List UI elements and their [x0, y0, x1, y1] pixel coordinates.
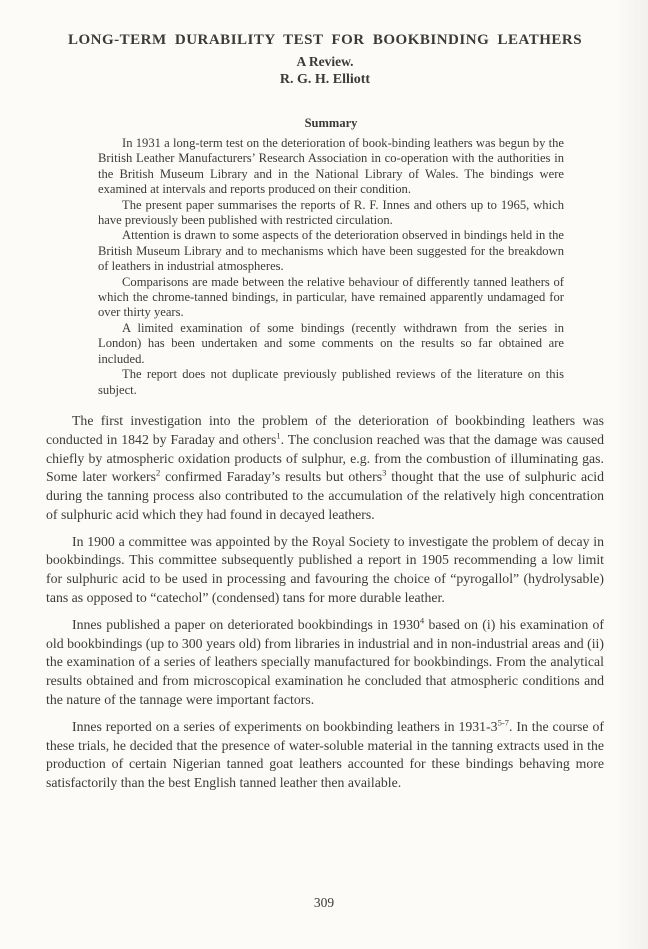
summary-section: [98, 116, 564, 398]
reference-superscript: 3: [382, 467, 387, 478]
summary-paragraph: A limited examination of some bindings (recently withdrawn from the series in London) has been undertaken and some comments on the results so far obtained are included.: [98, 320, 564, 366]
paper-title: LONG-TERM DURABILITY TEST FOR BOOKBINDING LEATHERS: [67, 32, 583, 48]
body-paragraph: [46, 412, 604, 525]
paper-author: R. G. H. Elliott: [279, 72, 371, 87]
body-paragraph: [46, 718, 604, 793]
body-paragraph: [46, 533, 604, 608]
summary-paragraph: The report does not duplicate previously published reviews of the literature on this subject.: [98, 367, 564, 397]
summary-paragraph: Attention is drawn to some aspects of the deterioration observed in bindings held in the British Museum Library and to mechanisms which have been suggested for the breakdown of leathers in industrial atmospheres.: [98, 228, 564, 274]
reference-superscript: 1: [276, 430, 281, 441]
paragraph-text: Innes reported on a series of experiments on bookbinding leathers in 1931-3: [72, 718, 498, 734]
paragraph-text: confirmed Faraday’s results but others: [160, 469, 383, 485]
paragraph-text: based on (i) his examination of old bookbindings (up to 300 years old) from libraries in industrial and in non-industrial areas and (ii) the examination of a series of leathers specially manufactured for bookbindings. From the analytical results obtained and from microscopical examination he concluded that atmospheric conditions and the nature of the tannage were important factors.: [46, 616, 605, 708]
summary-paragraph: The present paper summarises the reports of R. F. Innes and others up to 1965, which have previously been published with restricted circulation.: [98, 197, 564, 228]
body-section: [46, 412, 604, 793]
paper-subtitle: A Review.: [296, 54, 354, 69]
body-paragraph: [46, 616, 604, 710]
reference-superscript: 5-7: [497, 717, 509, 728]
reference-superscript: 2: [156, 467, 161, 478]
page-number: 309: [313, 895, 335, 910]
paragraph-text: . In the course of these trials, he decided that the presence of water-soluble material in the tanning extracts used in the production of certain Nigerian tanned goat leathers accounted for these bindings behaving more satisfactorily than the best English tanned leather then available.: [46, 718, 604, 791]
paragraph-text: . The conclusion reached was that the damage was caused chiefly by atmospheric oxidation products of sulphur, e.g. from the combustion of illuminating gas. Some later workers: [46, 431, 604, 485]
summary-heading: Summary: [304, 116, 358, 130]
paragraph-text: The first investigation into the problem of the deterioration of bookbinding leathers was conducted in 1842 by Faraday and others: [46, 412, 604, 447]
summary-paragraphs: [98, 136, 564, 398]
paragraph-text: Innes published a paper on deteriorated bookbindings in 1930: [72, 616, 420, 632]
reference-superscript: 4: [419, 615, 425, 626]
summary-paragraph: In 1931 a long-term test on the deterioration of book-binding leathers was begun by the British Leather Manufacturers’ Research Association in co-operation with the authorities in the British Museum Library and in the National Library of Wales. The bindings were examined at intervals and reports produced on their condition.: [98, 136, 564, 197]
summary-paragraph: Comparisons are made between the relative behaviour of differently tanned leathers of which the chrome-tanned bindings, in particular, have remained apparently undamaged for over thirty years.: [98, 274, 564, 320]
paragraph-text: In 1900 a committee was appointed by the Royal Society to investigate the problem of decay in bookbindings. This committee subsequently published a report in 1905 recommending a low limit for sulphuric acid to be used in processing and favouring the choice of “pyrogallol” (hydrolysable) tans as opposed to “catechol” (condensed) tans for more durable leather.: [46, 533, 604, 606]
paragraph-text: thought that the use of sulphuric acid during the tanning process also contributed to the accumulation of the relatively high concentration of sulphuric acid which they had found in decayed leathers.: [46, 469, 605, 522]
